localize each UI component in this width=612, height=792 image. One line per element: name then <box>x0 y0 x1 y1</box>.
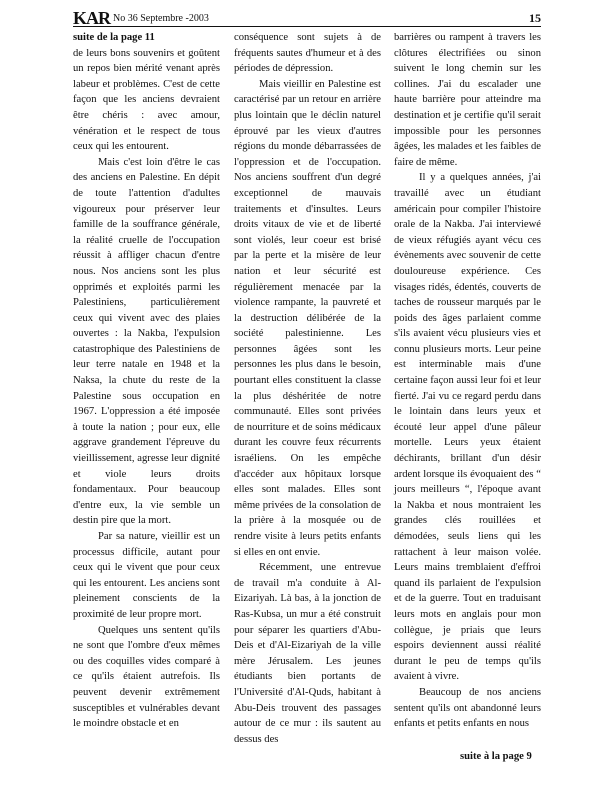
paragraph: Mais vieillir en Palestine est caractérisé par un retour en arrière plus lointain que le déclin naturel éprouvé par les vieux d'autres régions du monde débarrassées de l'oppression et de l'occupation. Nos anciens souffrent d'un degré exceptionnel de mauvais traitements et d'insultes. Leurs droits vitaux de vie et de liberté sont violés, leur coeur est brisé par la perte et la misère de leur nation et leur sécurité est régulièrement menacée par la violence rampante, la pauvreté et la destruction délibérée de la société palestinienne. Les personnes âgées sont les personnes les plus dans le besoin, pourtant elles constituent la classe la plus déshéritée de notre communauté. Elles sont privées de nourriture et de soins médicaux durant les couvre feux récurrents israéliens. On les empêche d'accéder aux hôpitaux lorsque elles sont malades. Elles sont même privées de la consolation de la prière à la mosquée ou de rendre visite à leurs petits enfants si elles en ont envie. <box>234 78 381 558</box>
paragraph: conséquence sont sujets à de fréquents sautes d'humeur et à des périodes de dépression. <box>234 32 381 75</box>
paragraph: Quelques uns sentent qu'ils ne sont que l'ombre d'eux mêmes ou des coquilles vides comparé à ce qu'ils étaient autrefois. Ils peuvent devenir extrêmement susceptibles et vulnérables devant le moindre obstacle et en <box>73 624 220 730</box>
page-header <box>73 10 541 26</box>
text-column-2 <box>234 30 381 747</box>
text-column-3 <box>394 30 541 732</box>
paragraph: Récemment, une entrevue de travail m'a conduite à Al-Eizariyah. Là bas, à la jonction de Ras-Kubsa, un mur a été construit pour séparer les quartiers d'Abu-Deis et d'Al-Eizariyah de la ville mère Jérusalem. Les jeunes étudiants bien portants de l'Université d'Al-Quds, habitant à Abu-Deis trouvent des passages autour de ce mur : ils sautent au dessus des <box>234 562 381 745</box>
continued-on-label: suite à la page 9 <box>460 751 532 762</box>
paragraph: Par sa nature, vieillir est un processus difficile, autant pour ceux qui le vivent que pour ceux qui les entourent. Les anciens sont pleinement conscients de la proximité de leur propre mort. <box>73 531 220 620</box>
magazine-logo: KAR <box>73 8 110 28</box>
text-column-1 <box>73 30 220 732</box>
paragraph: Beaucoup de nos anciens sentent qu'ils ont abandonné leurs enfants et petits enfants en nous <box>394 686 541 730</box>
page-number: 15 <box>529 11 541 25</box>
continued-from-label: suite de la page 11 <box>73 32 155 43</box>
issue-info: No 36 Septembre -2003 <box>113 13 209 24</box>
paragraph: barrières ou rampent à travers les clôtures électrifiées ou sinon suivent le long chemin sur les collines. J'ai du escalader une haute barrière pour atteindre ma destination et je certifie qu'il serait impossible pour les personnes âgées, les malades et les faibles de faire de même. <box>394 32 541 168</box>
paragraph: Il y a quelques années, j'ai travaillé avec un étudiant américain pour compiler l'histoire orale de la Nakba. J'ai interviewé de vieux réfugiés ayant vécu ces évènements avec souvenir de cette douloureuse expérience. Ces visages ridés, édentés, couverts de taches de rousseur marqués par le poids des âges parlaient comme s'ils avaient vécu plusieurs vies et connu plusieurs morts. Leur peine est interminable mais d'une certaine façon aussi leur foi et leur fierté. J'ai vu ce regard perdu dans le lointain dans leurs yeux et écouté leur appel d'une pâleur mortelle. Leurs yeux étaient déchirants, brillant d'un désir ardent lorsque ils évoquaient des “ jours meilleurs “, l'époque avant la Nakba et nous montraient les grandes clés rouillées et démodées, seuls liens qui les rattachent à leur maison volée. Leurs mains tremblaient d'effroi quand ils parlaient de l'expulsion et de la guerre. Tout en traduisant leurs mots en anglais pour mon collègue, je priais que leurs espoirs deviennent aussi réalité durant le peu de temps qu'ils avaient à vivre. <box>394 172 541 683</box>
header-rule <box>73 26 541 27</box>
paragraph: Mais c'est loin d'être le cas des anciens en Palestine. En dépit de toute l'attention d'adultes vigoureux pour préserver leur famille de la souffrance générale, la réalité cruelle de l'occupation réussit à affliger chacun d'entre nous. Nos anciens sont les plus opprimés et exploités parmi les Palestiniens, particulièrement ceux qui vivent avec des plaies ouvertes : la Nakba, l'expulsion catastrophique des Palestiniens de leur terre natale en 1948 et la Naksa, la chute du reste de la Palestine sous occupation en 1967. L'oppression a été imposée à toute la nation ; pour eux, elle aggrave grandement l'épreuve du vieillissement, agresse leur dignité et viole leurs droits fondamentaux. Pour beaucoup d'entre eux, la vie semble un destin pire que la mort. <box>73 156 220 527</box>
paragraph: de leurs bons souvenirs et goûtent un repos bien mérité venant après labeur et problèmes. C'est de cette façon que les anciens devraient être chéris : avec amour, vénération et le respect de tous ceux qui les entourent. <box>73 47 220 153</box>
